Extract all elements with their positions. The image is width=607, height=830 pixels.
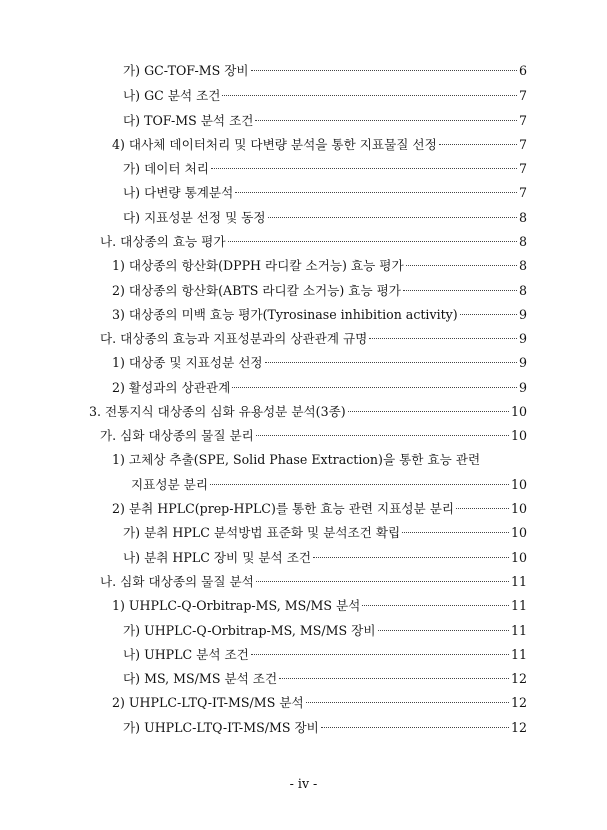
toc-entry-page: 8 <box>518 210 527 225</box>
dot-leader <box>362 605 509 606</box>
toc-entry-page: 11 <box>510 574 527 589</box>
toc-entry-page: 9 <box>518 380 527 395</box>
toc-entry-title: 지표성분 분리 <box>131 477 208 492</box>
toc-entry-title: 나) GC 분석 조건 <box>123 88 221 103</box>
toc-entry-title: 다) 지표성분 선정 및 동정 <box>123 210 266 225</box>
toc-entry-page: 7 <box>518 88 527 103</box>
toc-entry <box>100 426 527 446</box>
toc-entry-title: 1) 대상종 및 지표성분 선정 <box>112 355 263 370</box>
toc-entry-page: 7 <box>518 137 527 152</box>
dot-leader <box>251 70 517 71</box>
toc-entry-title: 2) 분취 HPLC(prep-HPLC)를 통한 효능 관련 지표성분 분리 <box>112 501 455 516</box>
toc-entry-page: 8 <box>518 234 527 249</box>
toc-entry <box>123 86 527 106</box>
toc-entry-title: 나) 분취 HPLC 장비 및 분석 조건 <box>123 550 312 565</box>
toc-entry <box>100 329 527 349</box>
toc-entry-title: 3. 전통지식 대상종의 심화 유용성분 분석(3종) <box>89 404 346 419</box>
toc-entry-page: 10 <box>510 428 527 443</box>
toc-entry <box>123 548 527 568</box>
toc-entry-title: 나) 다변량 통계분석 <box>123 185 234 200</box>
dot-leader <box>321 727 509 728</box>
dot-leader <box>402 532 509 533</box>
toc-entry-title: 다. 대상종의 효능과 지표성분과의 상관관계 규명 <box>100 331 368 346</box>
toc-entry-page: 12 <box>510 695 527 710</box>
toc-entry-title: 나) UHPLC 분석 조건 <box>123 647 249 662</box>
dot-leader <box>456 508 509 509</box>
dot-leader <box>232 387 517 388</box>
toc-entry-page: 9 <box>518 307 527 322</box>
toc-entry-title: 가) GC-TOF-MS 장비 <box>123 63 249 78</box>
toc-entry <box>123 159 527 179</box>
toc-entry-page: 6 <box>518 63 527 78</box>
dot-leader <box>256 581 509 582</box>
dot-leader <box>348 411 509 412</box>
dot-leader <box>251 654 509 655</box>
toc-entry-title: 가) UHPLC-LTQ-IT-MS/MS 장비 <box>123 720 319 735</box>
toc-entry-title: 2) 활성과의 상관관계 <box>112 380 231 395</box>
toc-entry-page: 9 <box>518 355 527 370</box>
toc-entry-title: 가) 데이터 처리 <box>123 161 209 176</box>
toc-entry-title: 3) 대상종의 미백 효능 평가(Tyrosinase inhibition activity) <box>112 307 458 322</box>
toc-entry-page: 12 <box>510 720 527 735</box>
dot-leader <box>210 484 509 485</box>
dot-leader <box>369 338 517 339</box>
toc-entry-title: 나. 심화 대상종의 물질 분석 <box>100 574 254 589</box>
toc-entry-title: 가) 분취 HPLC 분석방법 표준화 및 분석조건 확립 <box>123 525 401 540</box>
toc-entry <box>89 402 527 422</box>
toc-entry <box>112 305 527 325</box>
toc-entry-title: 가. 심화 대상종의 물질 분리 <box>100 428 254 443</box>
dot-leader <box>460 314 517 315</box>
toc-entry-page: 10 <box>510 477 527 492</box>
dot-leader <box>228 241 517 242</box>
toc-entry <box>131 475 527 495</box>
dot-leader <box>211 168 517 169</box>
toc-entry <box>123 523 527 543</box>
toc-entry-title: 1) 고체상 추출(SPE, Solid Phase Extraction)을 통한 효능 관련 <box>112 452 481 467</box>
toc-entry <box>123 669 527 689</box>
toc-entry-page: 10 <box>510 501 527 516</box>
toc-entry <box>112 693 527 713</box>
toc-entry <box>112 499 527 519</box>
toc-entry <box>123 621 527 641</box>
toc-entry <box>123 61 527 81</box>
dot-leader <box>222 95 517 96</box>
toc-entry <box>112 378 527 398</box>
dot-leader <box>306 702 509 703</box>
dot-leader <box>406 265 517 266</box>
dot-leader <box>235 192 517 193</box>
toc-entry-title: 1) UHPLC-Q-Orbitrap-MS, MS/MS 분석 <box>112 598 361 613</box>
toc-entry <box>112 281 527 301</box>
toc-entry <box>123 718 527 738</box>
toc-entry-title: 4) 대사체 데이터처리 및 다변량 분석을 통한 지표물질 선정 <box>112 137 437 152</box>
toc-entry-page: 12 <box>510 671 527 686</box>
toc-entry <box>112 450 527 470</box>
toc-entry <box>100 232 527 252</box>
toc-entry-page: 8 <box>518 283 527 298</box>
toc-entry-page: 9 <box>518 331 527 346</box>
dot-leader <box>255 120 517 121</box>
toc-entry-page: 11 <box>510 623 527 638</box>
toc-entry-page: 11 <box>510 598 527 613</box>
dot-leader <box>265 362 517 363</box>
toc-entry-title: 가) UHPLC-Q-Orbitrap-MS, MS/MS 장비 <box>123 623 376 638</box>
dot-leader <box>378 630 509 631</box>
toc-entry <box>100 572 527 592</box>
dot-leader <box>256 435 509 436</box>
dot-leader <box>313 557 509 558</box>
dot-leader <box>268 217 517 218</box>
toc-entry-page: 7 <box>518 185 527 200</box>
toc-entry-page: 7 <box>518 113 527 128</box>
toc-entry-page: 10 <box>510 404 527 419</box>
toc-entry-page: 8 <box>518 258 527 273</box>
toc-entry <box>123 645 527 665</box>
toc-entry-title: 다) TOF-MS 분석 조건 <box>123 113 254 128</box>
toc-entry <box>112 353 527 373</box>
toc-entry <box>112 256 527 276</box>
toc-entry-page: 7 <box>518 161 527 176</box>
toc-entry <box>112 596 527 616</box>
toc-entry-title: 1) 대상종의 항산화(DPPH 라디칼 소거능) 효능 평가 <box>112 258 404 273</box>
page-number: - iv - <box>289 776 318 791</box>
toc-entry-page: 11 <box>510 647 527 662</box>
dot-leader <box>403 290 517 291</box>
dot-leader <box>439 144 517 145</box>
toc-entry-title: 2) 대상종의 항산화(ABTS 라디칼 소거능) 효능 평가 <box>112 283 401 298</box>
toc-entry <box>112 135 527 155</box>
toc-entry <box>123 111 527 131</box>
toc-entry-page: 10 <box>510 525 527 540</box>
toc-entry <box>123 183 527 203</box>
toc-entry-page: 10 <box>510 550 527 565</box>
toc-entry-title: 2) UHPLC-LTQ-IT-MS/MS 분석 <box>112 695 304 710</box>
toc-entry-title: 다) MS, MS/MS 분석 조건 <box>123 671 278 686</box>
toc-entry <box>123 208 527 228</box>
dot-leader <box>279 678 509 679</box>
toc-entry-title: 나. 대상종의 효능 평가 <box>100 234 226 249</box>
